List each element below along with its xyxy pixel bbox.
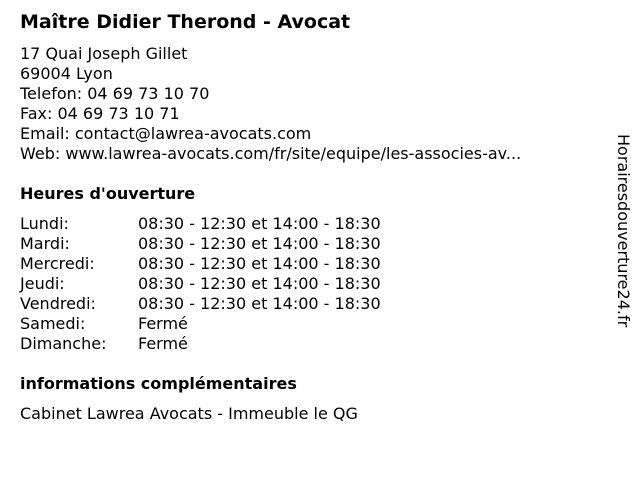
hours-time: 08:30 - 12:30 et 14:00 - 18:30	[138, 274, 381, 293]
address-city: 69004 Lyon	[20, 64, 113, 83]
hours-day: Mercredi:	[20, 254, 95, 273]
page-title: Maître Didier Therond - Avocat	[20, 11, 351, 33]
hours-row-friday	[20, 294, 440, 314]
hours-time: 08:30 - 12:30 et 14:00 - 18:30	[138, 214, 381, 233]
phone-number[interactable]: Telefon: 04 69 73 10 70	[20, 84, 210, 103]
hours-row-saturday	[20, 314, 440, 334]
hours-day: Samedi:	[20, 314, 86, 333]
address-street: 17 Quai Joseph Gillet	[20, 44, 188, 63]
hours-time: 08:30 - 12:30 et 14:00 - 18:30	[138, 294, 381, 313]
hours-time: 08:30 - 12:30 et 14:00 - 18:30	[138, 234, 381, 253]
hours-time: Fermé	[138, 334, 188, 353]
hours-row-sunday	[20, 334, 440, 354]
hours-row-tuesday	[20, 234, 440, 254]
hours-row-wednesday	[20, 254, 440, 274]
hours-day: Dimanche:	[20, 334, 107, 353]
contact-block	[20, 44, 521, 164]
hours-time: Fermé	[138, 314, 188, 333]
hours-row-monday	[20, 214, 440, 234]
additional-info-heading: informations complémentaires	[20, 374, 297, 393]
hours-day: Vendredi:	[20, 294, 96, 313]
hours-day: Lundi:	[20, 214, 69, 233]
opening-hours-heading: Heures d'ouverture	[20, 184, 196, 203]
hours-day: Mardi:	[20, 234, 70, 253]
hours-day: Jeudi:	[20, 274, 65, 293]
hours-time: 08:30 - 12:30 et 14:00 - 18:30	[138, 254, 381, 273]
email-link[interactable]: Email: contact@lawrea-avocats.com	[20, 124, 312, 143]
fax-number: Fax: 04 69 73 10 71	[20, 104, 180, 123]
additional-info-text: Cabinet Lawrea Avocats - Immeuble le QG	[20, 404, 358, 423]
site-watermark: Horairesdouverture24.fr	[614, 134, 633, 328]
website-link[interactable]: Web: www.lawrea-avocats.com/fr/site/equipe/les-associes-av...	[20, 144, 522, 163]
hours-row-thursday	[20, 274, 440, 294]
opening-hours-table	[20, 214, 440, 354]
